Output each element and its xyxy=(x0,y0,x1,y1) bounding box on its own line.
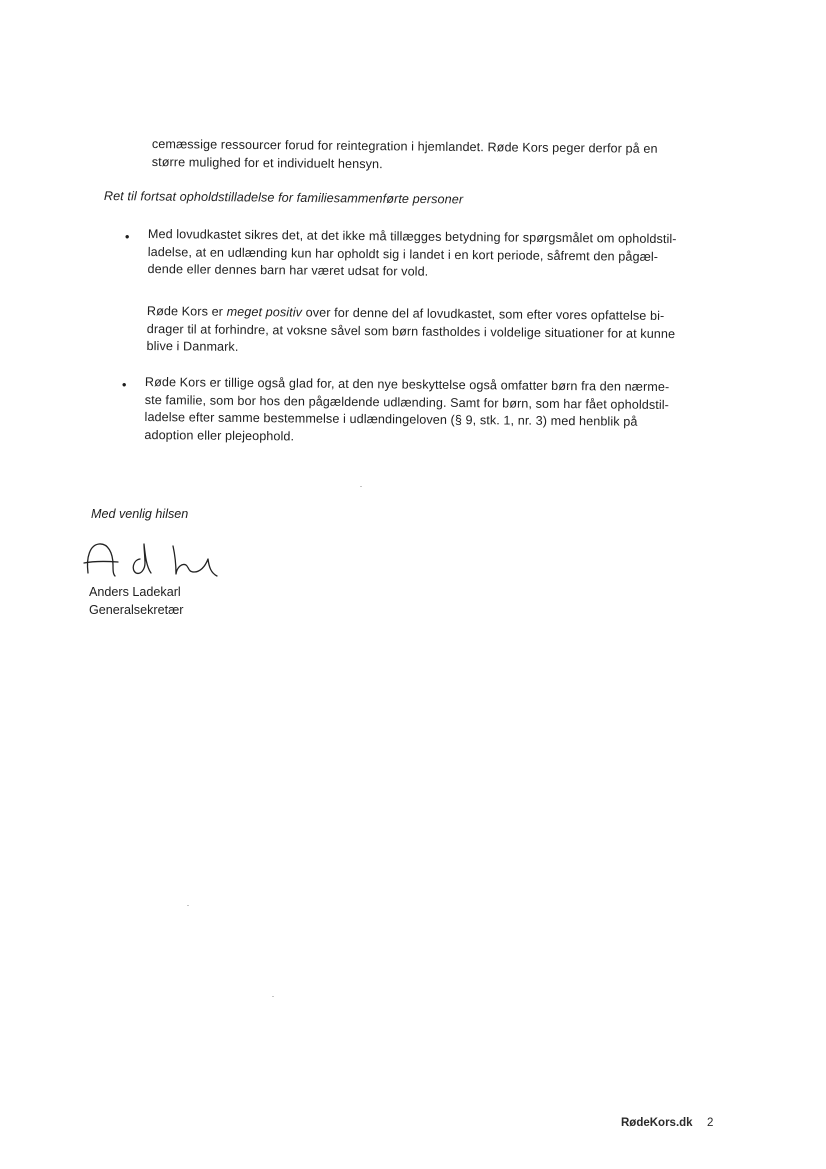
bullet-marker: • xyxy=(124,228,130,245)
signer-title: Generalsekretær xyxy=(89,603,184,617)
text-line: ste familie, som bor hos den pågældende udlænding. Samt for børn, som har fået opholdstil- xyxy=(144,392,670,412)
continuation-paragraph xyxy=(152,136,658,176)
text-line: Røde Kors er tillige også glad for, at den nye beskyttelse også omfatter børn fra den nærme- xyxy=(144,374,670,395)
text-line: blive i Danmark. xyxy=(146,338,239,354)
section-heading: Ret til fortsat opholdstilladelse for familiesammenførte personer xyxy=(103,188,464,207)
footer-brand: RødeKors.dk xyxy=(621,1117,693,1129)
text-line: ladelse efter samme bestemmelse i udlændingeloven (§ 9, stk. 1, nr. 3) med henblik på xyxy=(144,409,638,429)
emphasis-text: meget positiv xyxy=(226,304,303,320)
bullet-item-2 xyxy=(144,374,669,449)
bullet-marker: • xyxy=(121,376,127,393)
text-line: Med lovudkastet sikres det, at det ikke må tillægges betydning for spørgsmålet om opholdstil- xyxy=(147,226,677,247)
bullet-1-followup-paragraph xyxy=(146,303,675,361)
scan-speck xyxy=(272,996,274,997)
handwritten-signature xyxy=(82,537,222,585)
signer-block xyxy=(89,583,184,619)
text-line: større mulighed for et individuelt hensyn. xyxy=(151,154,383,171)
signer-name: Anders Ladekarl xyxy=(89,585,181,599)
text-line: ladelse, at en udlænding kun har opholdt sig i landet i en kort periode, såfremt den pågæl- xyxy=(147,244,659,264)
bullet-item-1 xyxy=(147,226,676,284)
page-number: 2 xyxy=(707,1117,714,1129)
scan-speck xyxy=(360,486,362,487)
text-line: dende eller dennes barn har været udsat for vold. xyxy=(147,261,429,279)
text-line: adoption eller plejeophold. xyxy=(144,427,295,443)
text-run: Røde Kors er xyxy=(146,303,227,319)
text-run: over for denne del af lovudkastet, som efter vores opfattelse bi- xyxy=(302,305,665,323)
scan-speck xyxy=(187,905,189,906)
text-line: cemæssige ressourcer forud for reintegration i hjemlandet. Røde Kors peger derfor på en xyxy=(151,136,658,156)
text-line: drager til at forhindre, at voksne såvel som børn fastholdes i voldelige situationer for at kunne xyxy=(146,321,676,341)
closing-greeting: Med venlig hilsen xyxy=(91,507,189,521)
